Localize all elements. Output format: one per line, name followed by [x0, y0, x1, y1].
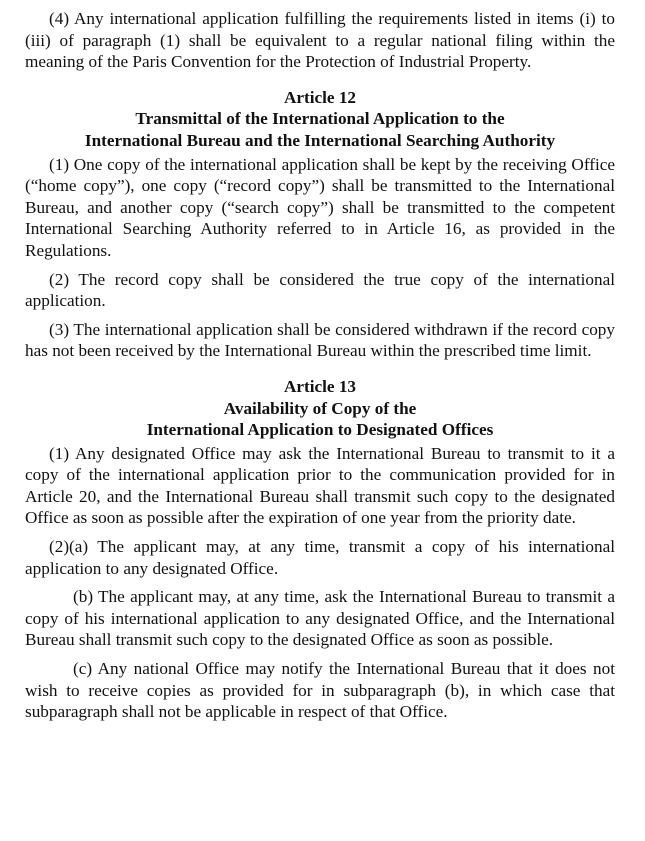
article-13-paragraph-2b: (b) The applicant may, at any time, ask the International Bureau to transmit a copy of his international application to any designated Office, and the International Bureau shall transmit such copy to the designated Office as soon as possible.	[25, 587, 615, 650]
article-12-paragraph-3: (3) The international application shall be considered withdrawn if the record copy has not been received by the International Bureau within the prescribed time limit.	[25, 319, 615, 361]
article-12-title-line-1: Transmittal of the International Application to the	[135, 109, 505, 129]
article-12-paragraph-2: (2) The record copy shall be considered the true copy of the international application.	[25, 269, 615, 311]
article-13-paragraph-1: (1) Any designated Office may ask the International Bureau to transmit to it a copy of the international application prior to the communication provided for in Article 20, and the International Bureau shall transmit such copy to the designated Office as soon as possible after the expiration of one year from the priority date.	[25, 443, 615, 528]
article-13-paragraph-2c: (c) Any national Office may notify the International Bureau that it does not wish to receive copies as provided for in subparagraph (b), in which case that subparagraph shall not be applicable in respect of that Office.	[25, 659, 615, 722]
article-12-title-line-2: International Bureau and the International Searching Authority	[84, 130, 556, 150]
article-12-paragraph-1: (1) One copy of the international application shall be kept by the receiving Office (“home copy”), one copy (“record copy”) shall be transmitted to the International Bureau, and another copy (“search copy”) shall be transmitted to the competent International Searching Authority referred to in Article 16, as provided in the Regulations.	[25, 154, 615, 260]
paragraph-11-4: (4) Any international application fulfilling the requirements listed in items (i) to (iii) of paragraph (1) shall be equivalent to a regular national filing within the meaning of the Paris Convention for the Protection of Industrial Property.	[25, 9, 615, 72]
article-13-title-line-1: Availability of Copy of the	[223, 398, 417, 418]
article-12-heading	[25, 87, 615, 152]
article-12-number: Article 12	[283, 87, 357, 107]
article-13-number: Article 13	[283, 376, 357, 396]
article-13-title-line-2: International Application to Designated Offices	[146, 420, 494, 440]
article-13-paragraph-2a: (2)(a) The applicant may, at any time, transmit a copy of his international application to any designated Office.	[25, 537, 615, 578]
article-13-heading	[25, 376, 615, 441]
